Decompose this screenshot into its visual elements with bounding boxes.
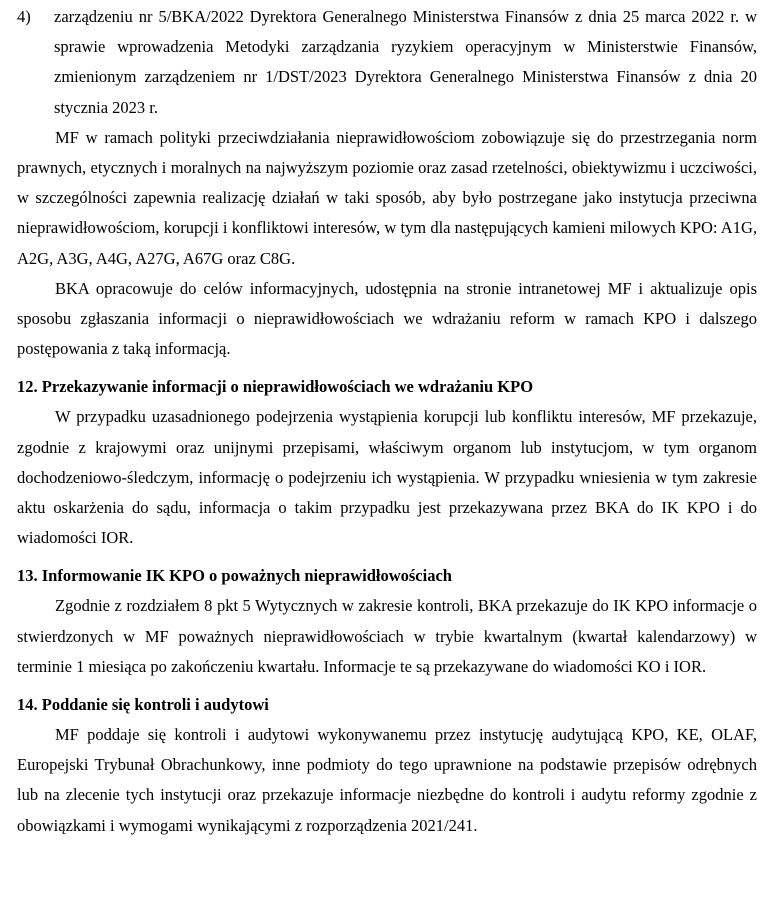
section-heading-12: 12. Przekazywanie informacji o nieprawidłowościach we wdrażaniu KPO bbox=[17, 377, 534, 397]
section-body-14: MF poddaje się kontroli i audytowi wykonywanemu przez instytucję audytującą KPO, KE, OLAF, Europejski Trybunał Obrachunkowy, inne podmioty do tego uprawnione na podstawie przepisów odrębnych lub na zlecenie tych instytucji oraz przekazuje informacje niezbędne do kontroli i audytu reformy zgodnie z obowiązkami i wymogami wynikającymi z rozporządzenia 2021/241. bbox=[17, 725, 757, 835]
list-item bbox=[17, 2, 757, 123]
paragraph-policy: MF w ramach polityki przeciwdziałania nieprawidłowościom zobowiązuje się do przestrzegania norm prawnych, etycznych i moralnych na najwyższym poziomie oraz zasad rzetelności, obiektywizmu i uczciwości, w szczególności zapewnia realizację działań w taki sposób, aby było postrzegane jako instytucja przeciwna nieprawidłowościom, korupcji i konfliktowi interesów, w tym dla następujących kamieni milowych KPO: A1G, A2G, A3G, A4G, A27G, A67G oraz C8G. bbox=[17, 127, 757, 268]
section-body-12: W przypadku uzasadnionego podejrzenia wystąpienia korupcji lub konfliktu interesów, MF przekazuje, zgodnie z krajowymi oraz unijnymi przepisami, właściwym organom lub instytucjom, w tym organom dochodzeniowo-śledczym, informację o podejrzeniu ich wystąpienia. W przypadku wniesienia w tym zakresie aktu oskarżenia do sądu, informacja o takim przypadku jest przekazywana przez BKA do IK KPO i do wiadomości IOR. bbox=[17, 407, 757, 548]
document-page bbox=[0, 2, 779, 904]
paragraph-bka-reporting: BKA opracowuje do celów informacyjnych, udostępnia na stronie intranetowej MF i aktualizuje opis sposobu zgłaszania informacji o nieprawidłowościach we wdrażaniu reform w ramach KPO i dalszego postępowania z taką informacją. bbox=[17, 278, 757, 359]
section-heading-14: 14. Poddanie się kontroli i audytowi bbox=[17, 695, 269, 715]
list-item-number: 4) bbox=[17, 7, 31, 26]
section-heading-13: 13. Informowanie IK KPO o poważnych nieprawidłowościach bbox=[17, 566, 452, 586]
section-body-13: Zgodnie z rozdziałem 8 pkt 5 Wytycznych w zakresie kontroli, BKA przekazuje do IK KPO informacje o stwierdzonych w MF poważnych nieprawidłowościach w trybie kwartalnym (kwartał kalendarzowy) w terminie 1 miesiąca po zakończeniu kwartału. Informacje te są przekazywane do wiadomości KO i IOR. bbox=[17, 596, 757, 676]
list-item-text: zarządzeniu nr 5/BKA/2022 Dyrektora Generalnego Ministerstwa Finansów z dnia 25 marca 2022 r. w sprawie wprowadzenia Metodyki zarządzania ryzykiem operacyjnym w Ministerstwie Finansów, zmienionym zarządzeniem nr 1/DST/2023 Dyrektora Generalnego Ministerstwa Finansów z dnia 20 stycznia 2023 r. bbox=[54, 7, 757, 117]
